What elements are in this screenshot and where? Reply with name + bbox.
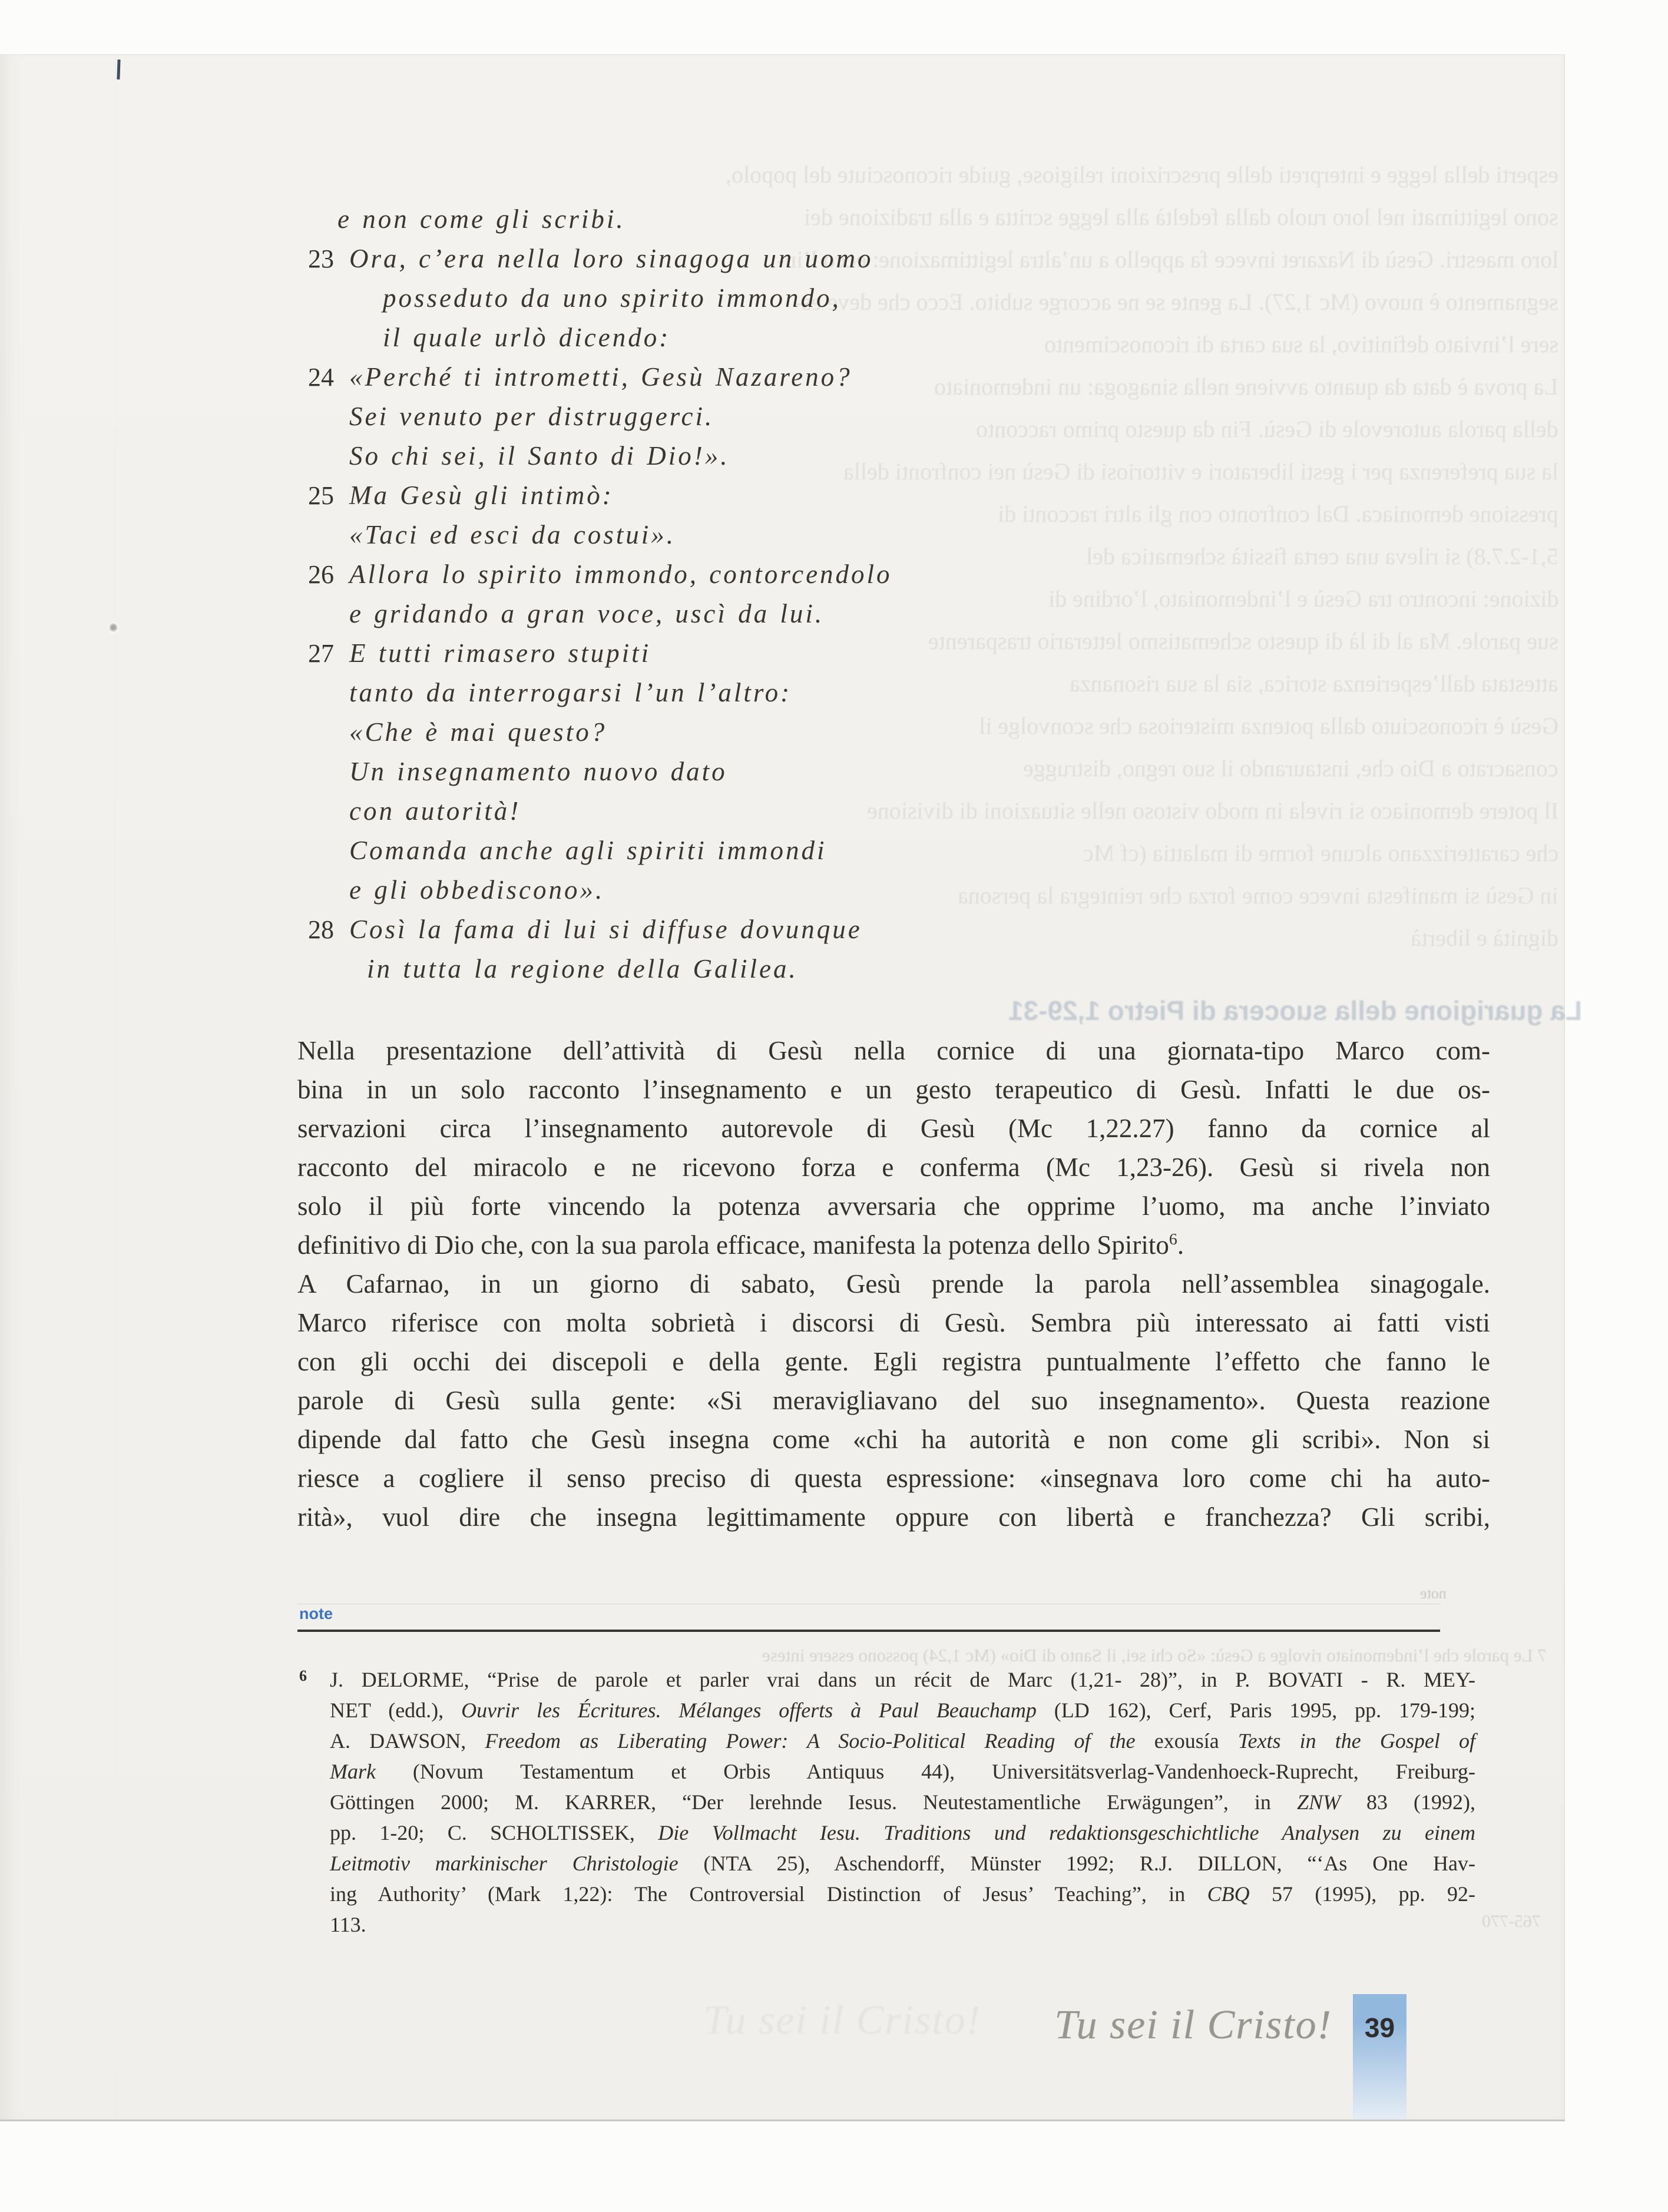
text-run: Die Vollmacht Iesu. Traditions und redaktionsgeschichtliche Analysen zu einem bbox=[658, 1821, 1476, 1845]
bleedthrough-text: Il potere demoniaco si rivela in modo vistoso nelle situazioni di divisione bbox=[866, 797, 1558, 824]
verse-text: Così la fama di lui si diffuse dovunque bbox=[349, 915, 862, 944]
commentary-line bbox=[297, 1459, 1490, 1498]
footnote-line bbox=[299, 1664, 1475, 1695]
verse-number: 23 bbox=[308, 244, 334, 273]
text-run: parole di Gesù sulla gente: «Si meravigliavano del suo insegnamento». Questa reazione bbox=[297, 1386, 1490, 1415]
bleedthrough-text: sere l’inviato definitivo, la sua carta di riconoscimento bbox=[1044, 331, 1558, 357]
text-run: NET (edd.), bbox=[330, 1698, 462, 1722]
text-run: servazioni circa l’insegnamento autorevole di Gesù (Mc 1,22.27) fanno da cornice al bbox=[297, 1114, 1490, 1143]
text-run: solo il più forte vincendo la potenza avversaria che opprime l’uomo, ma anche l’inviato bbox=[297, 1191, 1490, 1221]
bleedthrough-text: esperti della legge e interpreti delle prescrizioni religiose, guide riconosciute del popolo, bbox=[726, 161, 1558, 188]
commentary-line bbox=[297, 1381, 1490, 1420]
verse-line bbox=[308, 476, 1227, 515]
text-run: (Novum Testamentum et Orbis Antiquus 44), Universitätsverlag-Vandenhoeck-Ruprecht, Freiburg- bbox=[412, 1760, 1475, 1783]
footnote-line bbox=[330, 1726, 1475, 1756]
text-run: 113. bbox=[330, 1913, 366, 1936]
bleedthrough-text: loro maestri. Gesù di Nazaret invece fa appello a un’altra legittimazione: ecco l’in- bbox=[776, 246, 1558, 273]
commentary-line bbox=[297, 1031, 1490, 1070]
running-footer-title: Tu sei il Cristo! bbox=[1054, 2002, 1332, 2048]
pen-tick-mark bbox=[117, 59, 120, 80]
verse-line bbox=[308, 515, 1227, 555]
verse-text: Sei venuto per distruggerci. bbox=[349, 402, 714, 431]
bleedthrough-text: dignità e libertà bbox=[1410, 925, 1558, 951]
text-run: dipende dal fatto che Gesù insegna come «chi ha autorità e non come gli scribi». Non si bbox=[297, 1425, 1490, 1454]
text-run: rità», vuol dire che insegna legittimamente oppure con libertà e franchezza? Gli scribi, bbox=[297, 1502, 1490, 1532]
note-label: note bbox=[299, 1605, 333, 1622]
verse-line bbox=[308, 673, 1227, 713]
text-run: Marco riferisce con molta sobrietà i discorsi di Gesù. Sembra più interessato ai fatti visti bbox=[297, 1308, 1490, 1337]
bleedthrough-text: dizione: incontro tra Gesù e l’indemoniato, l’ordine di bbox=[1048, 585, 1558, 612]
commentary-line bbox=[297, 1420, 1490, 1459]
verse-text: il quale urlò dicendo: bbox=[383, 323, 671, 352]
bleedthrough-text: segnamento è nuovo (Mc 1,27). La gente se ne accorge subito. Ecco che deve es- bbox=[794, 289, 1558, 315]
text-run: Freedom as Liberating Power: A Socio-Political Reading of the bbox=[485, 1729, 1154, 1753]
bleedthrough-text: in Gesù si manifesta invece come forza che reintegra la persona bbox=[958, 882, 1558, 909]
text-run: definitivo di Dio che, con la sua parola efficace, manifesta la potenza dello Spirito bbox=[297, 1230, 1169, 1260]
text-run: ZNW bbox=[1296, 1790, 1366, 1814]
verse-line bbox=[308, 594, 1227, 634]
verse-line bbox=[308, 910, 1227, 949]
text-run: bina in un solo racconto l’insegnamento e un gesto terapeutico di Gesù. Infatti le due os- bbox=[297, 1075, 1490, 1104]
commentary-block bbox=[297, 1031, 1490, 1537]
running-footer-title-ghost: Tu sei il Cristo! bbox=[703, 1998, 981, 2043]
text-run: riesce a cogliere il senso preciso di questa espressione: «insegnava loro come chi ha auto- bbox=[297, 1463, 1490, 1493]
text-run: 83 (1992), bbox=[1366, 1790, 1475, 1814]
text-run: J. DELORME, “Prise de parole et parler vrai dans un récit de Marc (1,21- 28)”, in P. BOVATI - R. MEY- bbox=[330, 1668, 1475, 1691]
verse-line bbox=[308, 555, 1227, 594]
bleedthrough-text: Gesù è riconosciuto dalla potenza misteriosa che sconvolge il bbox=[978, 713, 1558, 739]
binding-crease bbox=[115, 55, 118, 2120]
page-number-bar bbox=[1353, 1994, 1406, 2120]
bleedthrough-text: 7 Le parole che l’indemoniato rivolge a Gesù: «So chi sei, il Santo di Dio» (Mc 1,24) possono essere intese bbox=[762, 1645, 1547, 1665]
commentary-line bbox=[297, 1264, 1490, 1303]
page-number: 39 bbox=[1364, 2012, 1395, 2043]
footnote-line bbox=[330, 1817, 1475, 1848]
commentary-line bbox=[297, 1303, 1490, 1342]
text-run: A. DAWSON, bbox=[330, 1729, 485, 1753]
text-run: con gli occhi dei discepoli e della gente. Egli registra puntualmente l’effetto che fanno le bbox=[297, 1347, 1490, 1376]
verse-text: e non come gli scribi. bbox=[337, 204, 626, 234]
bleedthrough-text: che caratterizzano alcune forme di malattia (cf Mc bbox=[1083, 840, 1558, 866]
footnote-block bbox=[299, 1664, 1476, 1940]
verse-line bbox=[308, 752, 1227, 792]
bleedthrough-text: pressione demoniaca. Dal confronto con gli altri racconti di bbox=[998, 501, 1558, 527]
bleedthrough-text: consacrato a Dio che, instaurando il suo regno, distrugge bbox=[1023, 755, 1558, 782]
verse-text: «Taci ed esci da costui». bbox=[349, 520, 676, 549]
commentary-line bbox=[297, 1187, 1490, 1226]
verse-line bbox=[308, 318, 1227, 357]
verse-text: Un insegnamento nuovo dato bbox=[349, 757, 727, 786]
text-run: CBQ bbox=[1207, 1882, 1272, 1906]
verse-line bbox=[308, 713, 1227, 752]
text-run: Mark bbox=[330, 1760, 413, 1783]
verse-text: con autorità! bbox=[349, 796, 521, 826]
bleedthrough-text: della parola autorevole di Gesù. Fin da questo primo racconto bbox=[976, 416, 1558, 442]
text-run: racconto del miracolo e ne ricevono forza e conferma (Mc 1,23-26). Gesù si rivela non bbox=[297, 1153, 1490, 1182]
bleedthrough-text: 765-770 bbox=[1482, 1912, 1541, 1931]
bleedthrough-text: La prova è data da quanto avviene nella sinagoga: un indemoniato bbox=[934, 373, 1558, 400]
commentary-line bbox=[297, 1109, 1490, 1148]
verse-line bbox=[308, 634, 1227, 673]
text-run: 6 bbox=[1169, 1230, 1177, 1249]
staple-dent-mark bbox=[110, 621, 119, 637]
verse-text: E tutti rimasero stupiti bbox=[349, 638, 651, 668]
verse-text: So chi sei, il Santo di Dio!». bbox=[349, 441, 730, 471]
text-run: . bbox=[1177, 1230, 1184, 1260]
verse-text: e gli obbediscono». bbox=[349, 875, 605, 905]
text-run: 57 (1995), pp. 92- bbox=[1271, 1882, 1475, 1906]
bible-verse-block bbox=[308, 200, 1227, 989]
bleedthrough-text: la sua preferenza per i gesti liberatori e vittoriosi di Gesù nei confronti della bbox=[843, 458, 1558, 485]
bleedthrough-text: 5,1-2.7.8) si rileva una certa fissità schematica del bbox=[1086, 543, 1558, 569]
footnote-line bbox=[330, 1848, 1475, 1879]
bleedthrough-text: attestata dall’esperienza storica, sia la sua risonanza bbox=[1070, 670, 1558, 697]
verse-text: e gridando a gran voce, uscì da lui. bbox=[349, 599, 825, 628]
footnote-line bbox=[330, 1756, 1475, 1787]
verse-number: 27 bbox=[308, 639, 334, 668]
bleedthrough-text: sono legittimati nel loro ruolo dalla fedeltà alla legge scritta e alla tradizione dei bbox=[804, 204, 1558, 230]
verse-text: Ma Gesù gli intimò: bbox=[349, 481, 614, 510]
verse-text: posseduto da uno spirito immondo, bbox=[383, 283, 841, 313]
verse-number: 24 bbox=[308, 363, 334, 392]
text-run: Leitmotiv markinischer Christologie bbox=[330, 1852, 704, 1875]
commentary-line bbox=[297, 1498, 1490, 1537]
verse-text: Ora, c’era nella loro sinagoga un uomo bbox=[349, 244, 873, 273]
verse-text: «Che è mai questo? bbox=[349, 717, 607, 747]
text-run: (NTA 25), Aschendorff, Münster 1992; R.J. DILLON, “‘As One Hav- bbox=[703, 1852, 1475, 1875]
verse-line bbox=[308, 397, 1227, 436]
verse-line bbox=[308, 870, 1227, 910]
footnote-line bbox=[330, 1787, 1475, 1817]
verse-line bbox=[308, 279, 1227, 318]
verse-line bbox=[308, 436, 1227, 476]
text-run: ing Authority’ (Mark 1,22): The Controversial Distinction of Jesus’ Teaching”, in bbox=[330, 1882, 1207, 1906]
verse-line bbox=[308, 357, 1227, 397]
footnote-line bbox=[330, 1695, 1475, 1726]
verse-line bbox=[308, 200, 1227, 239]
commentary-line bbox=[297, 1342, 1490, 1381]
verse-line bbox=[308, 949, 1227, 989]
text-run: (LD 162), Cerf, Paris 1995, pp. 179-199; bbox=[1054, 1698, 1475, 1722]
verse-number: 25 bbox=[308, 481, 334, 510]
bleedthrough-text: note bbox=[1420, 1585, 1447, 1602]
footnote-line bbox=[330, 1879, 1475, 1909]
verse-line bbox=[308, 831, 1227, 870]
verse-number: 28 bbox=[308, 915, 334, 944]
note-rule bbox=[297, 1630, 1440, 1632]
verse-line bbox=[308, 792, 1227, 831]
verse-text: in tutta la regione della Galilea. bbox=[367, 954, 798, 984]
book-page bbox=[0, 54, 1582, 2120]
footnote-marker: 6 bbox=[299, 1667, 307, 1684]
verse-text: Comanda anche agli spiriti immondi bbox=[349, 836, 827, 865]
verse-number: 26 bbox=[308, 560, 334, 589]
text-run: A Cafarnao, in un giorno di sabato, Gesù prende la parola nell’assemblea sinagogale. bbox=[297, 1269, 1490, 1299]
verse-text: «Perché ti intrometti, Gesù Nazareno? bbox=[349, 362, 852, 392]
verse-line bbox=[308, 239, 1227, 279]
verse-text: tanto da interrogarsi l’un l’altro: bbox=[349, 678, 792, 707]
text-run: Ouvrir les Écritures. Mélanges offerts à Paul Beauchamp bbox=[461, 1698, 1054, 1722]
text-run: pp. 1-20; C. SCHOLTISSEK, bbox=[330, 1821, 658, 1845]
text-run: exousía bbox=[1154, 1729, 1238, 1753]
text-run: Nella presentazione dell’attività di Gesù nella cornice di una giornata-tipo Marco com- bbox=[297, 1036, 1490, 1065]
text-run: Texts in the Gospel of bbox=[1237, 1729, 1476, 1753]
bleedthrough-text: sue parole. Ma al di là di questo schematismo letterario trasparente bbox=[928, 628, 1558, 654]
bleedthrough-text: La guarigione della suocera di Pietro 1,29-31 bbox=[1008, 995, 1582, 1026]
commentary-line bbox=[297, 1070, 1490, 1109]
commentary-line bbox=[297, 1148, 1490, 1187]
footnote-line bbox=[330, 1909, 1475, 1940]
text-run: Göttingen 2000; M. KARRER, “Der lerehnde Iesus. Neutestamentliche Erwägungen”, in bbox=[330, 1790, 1297, 1814]
verse-text: Allora lo spirito immondo, contorcendolo bbox=[349, 559, 892, 589]
